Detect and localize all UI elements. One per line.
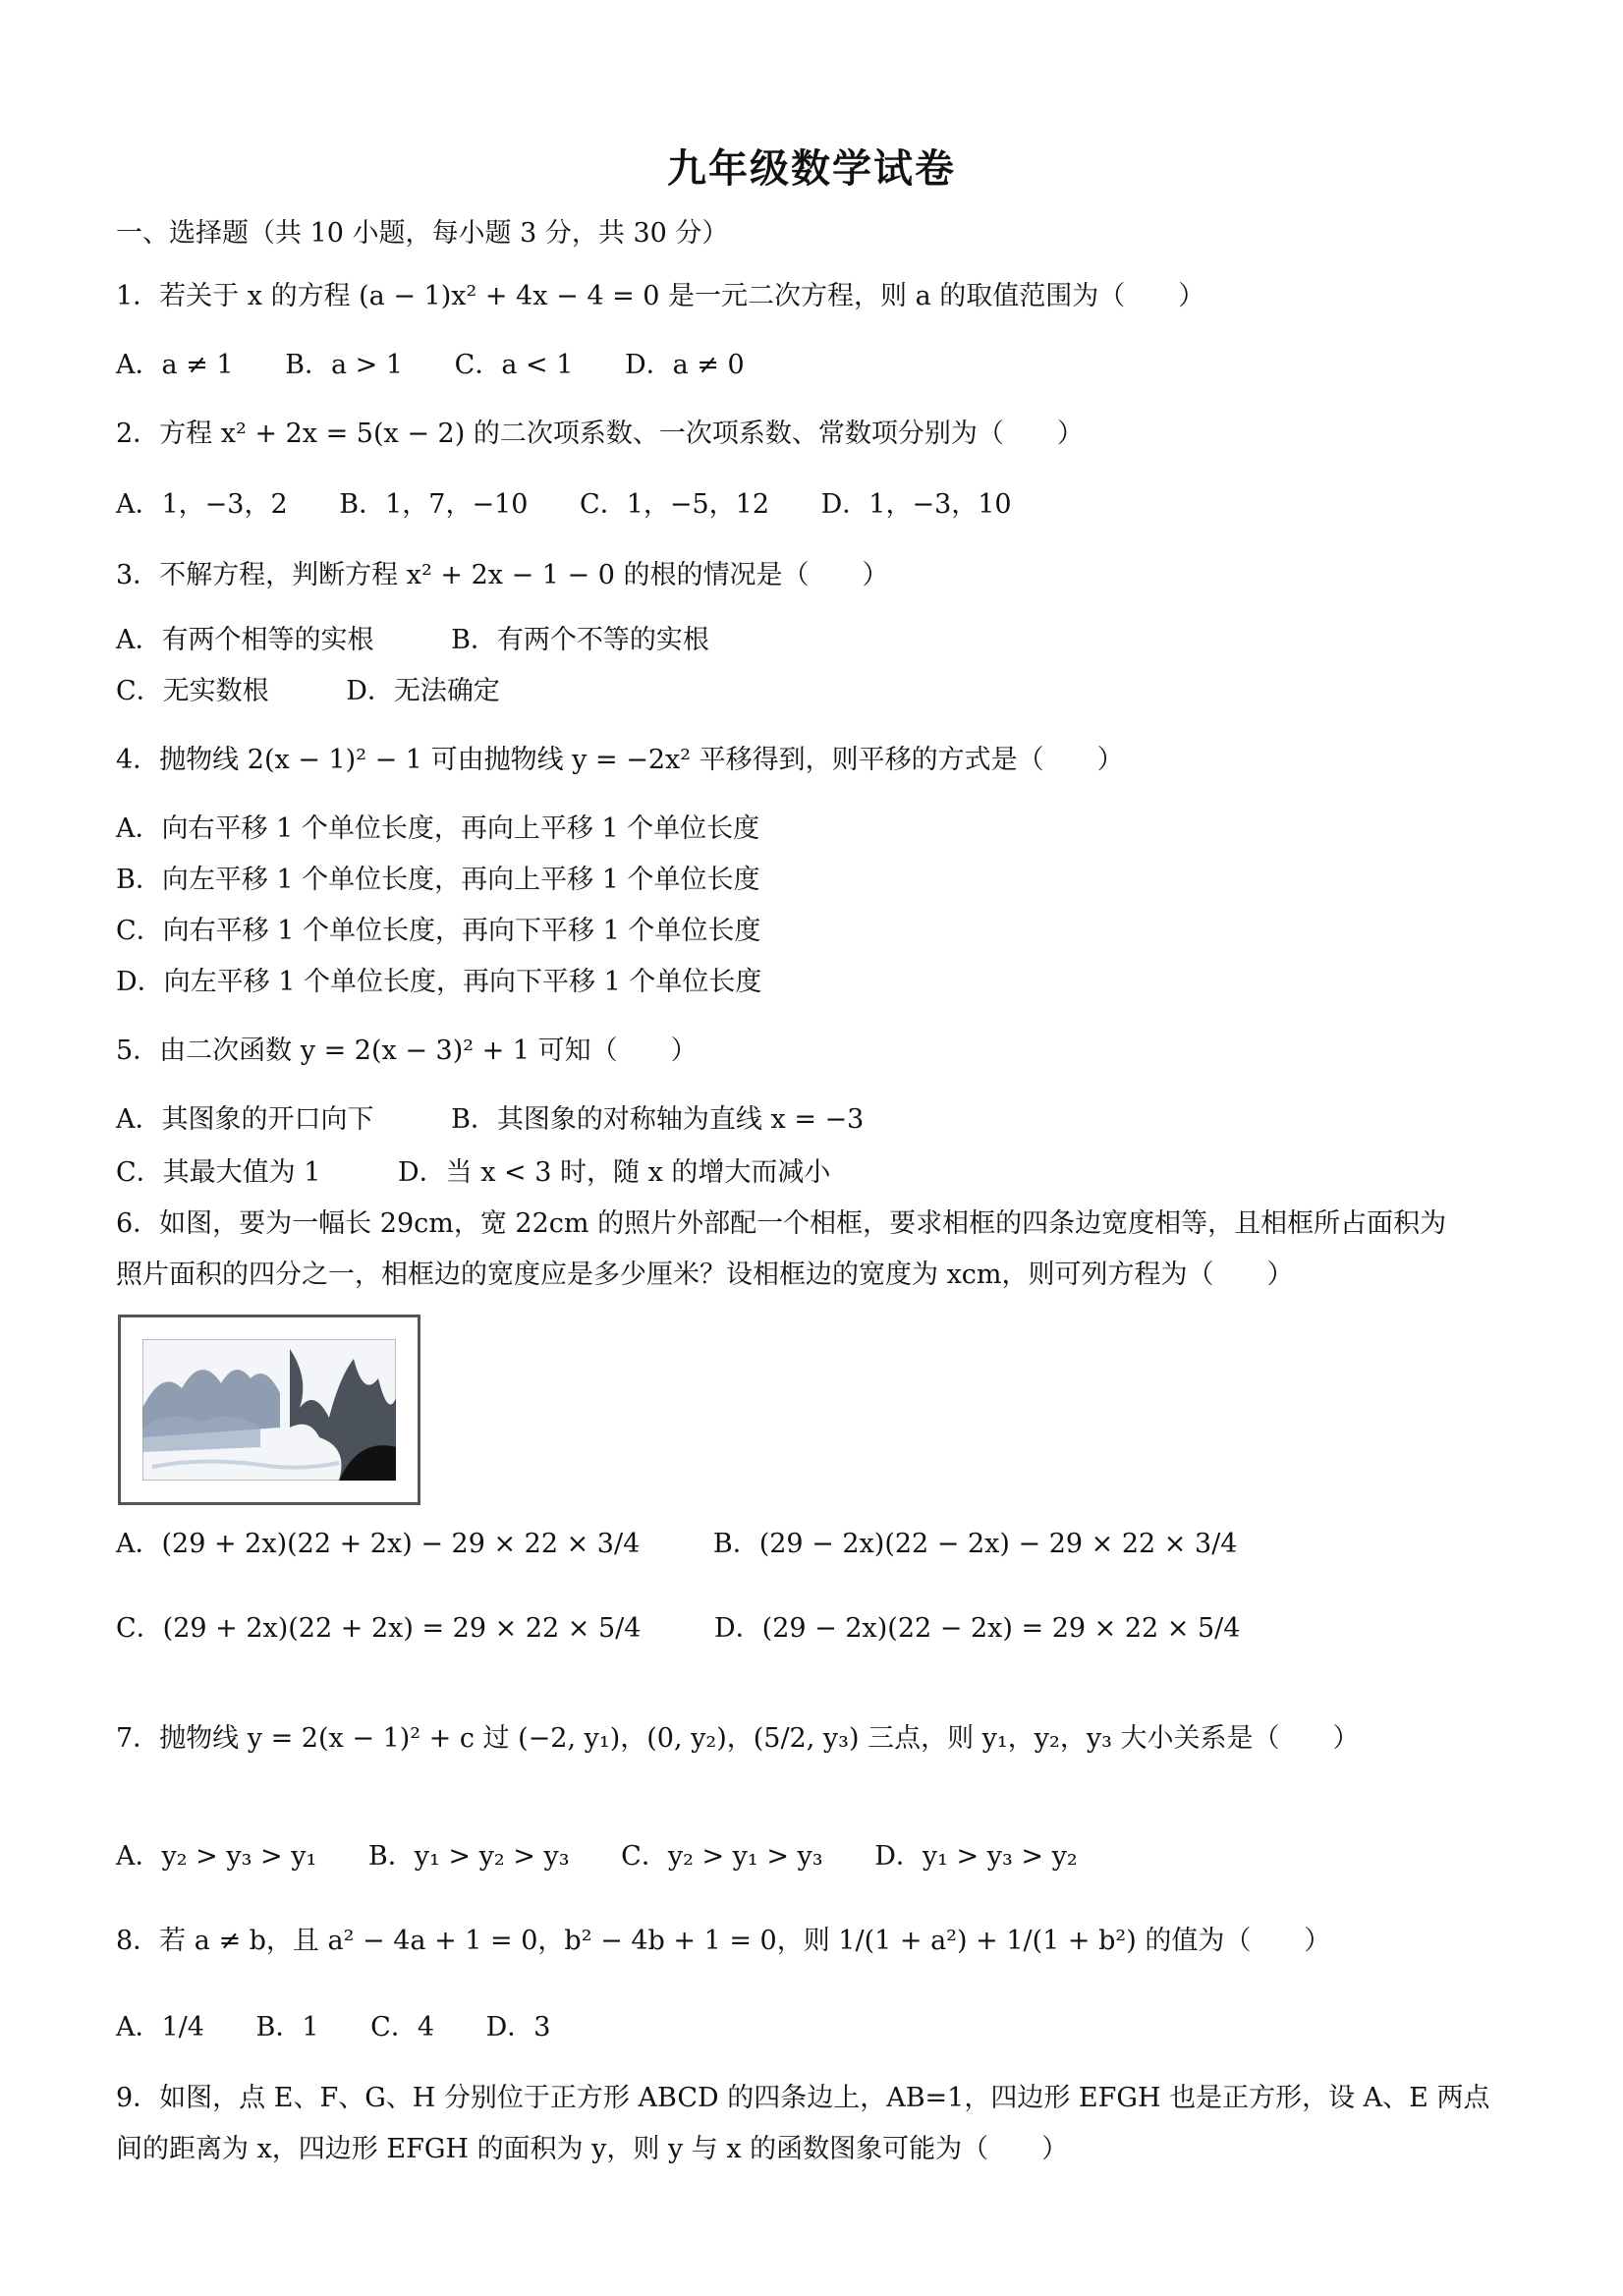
photo-frame-figure [118,1315,420,1505]
option-a: A．其图象的开口向下 [116,1104,374,1135]
option-a: A．有两个相等的实根 [116,625,374,655]
question-7-stem: 7．抛物线 y = 2(x − 1)² + c 过 (−2, y₁)，(0, y₂)，(5/2, y₃) 三点，则 y₁，y₂，y₃ 大小关系是（ ） [116,1723,1360,1754]
option-b: B．(29 − 2x)(22 − 2x) − 29 × 22 × 3/4 [712,1529,1238,1559]
option-c: C．其最大值为 1 [116,1157,321,1188]
option-a: A．1/4 [116,2012,204,2043]
option-d: D．无法确定 [346,676,500,706]
option-b: B．其图象的对称轴为直线 x = −3 [451,1104,865,1135]
option-b: B．1，7，−10 [339,489,529,520]
option-c: C．1，−5，12 [580,489,770,520]
question-9-stem-line1: 9．如图，点 E、F、G、H 分别位于正方形 ABCD 的四条边上，AB=1，四边形 EFGH 也是正方形，设 A、E 两点 [116,2083,1490,2113]
option-c: C．a < 1 [454,350,574,380]
question-3-options-row2 [116,676,543,707]
option-d: D．a ≠ 0 [624,350,745,380]
option-b: B．1 [255,2012,319,2043]
question-6-stem-line2: 照片面积的四分之一，相框边的宽度应是多少厘米？设相框边的宽度为 xcm，则可列方程为（ ） [116,1260,1294,1290]
option-d: D．y₁ > y₃ > y₂ [874,1841,1078,1872]
option-b: B．a > 1 [285,350,404,380]
option-a: A．y₂ > y₃ > y₁ [116,1841,317,1872]
question-1-options [116,350,788,381]
question-5-stem: 5．由二次函数 y = 2(x − 3)² + 1 可知（ ） [116,1036,698,1066]
option-a: A．a ≠ 1 [116,350,234,380]
landscape-painting-icon [142,1339,396,1481]
question-6-options-row2 [116,1613,1283,1645]
question-3-options-row1 [116,625,753,656]
question-8-stem: 8．若 a ≠ b，且 a² − 4a + 1 = 0，b² − 4b + 1 = 0，则 1/(1 + a²) + 1/(1 + b²) 的值为（ ） [116,1926,1331,1956]
question-9-stem-line2: 间的距离为 x，四边形 EFGH 的面积为 y，则 y 与 x 的函数图象可能为（ ） [116,2134,1069,2164]
option-a: A．向右平移 1 个单位长度，再向上平移 1 个单位长度 [116,813,760,844]
option-c: C．4 [370,2012,435,2043]
option-d: D．当 x < 3 时，随 x 的增大而减小 [398,1157,831,1188]
option-d: D．(29 − 2x)(22 − 2x) = 29 × 22 × 5/4 [714,1613,1241,1644]
question-5-options-row1 [116,1104,907,1136]
question-4-stem: 4．抛物线 2(x − 1)² − 1 可由抛物线 y = −2x² 平移得到，则平移的方式是（ ） [116,745,1124,775]
question-5-options-row2 [116,1157,873,1189]
option-d: D．3 [485,2012,551,2043]
question-7-options [116,1841,1121,1873]
question-8-options [116,2012,593,2044]
question-2-options [116,489,1055,521]
option-c: C．无实数根 [116,676,269,706]
option-c: C．(29 + 2x)(22 + 2x) = 29 × 22 × 5/4 [116,1613,642,1644]
option-b: B．向左平移 1 个单位长度，再向上平移 1 个单位长度 [116,865,760,895]
section-heading: 一、选择题（共 10 小题，每小题 3 分，共 30 分） [116,218,729,249]
option-a: A．(29 + 2x)(22 + 2x) − 29 × 22 × 3/4 [116,1529,641,1559]
option-d: D．向左平移 1 个单位长度，再向下平移 1 个单位长度 [116,967,762,997]
option-c: C．y₂ > y₁ > y₃ [621,1841,823,1872]
option-a: A．1，−3，2 [116,489,288,520]
question-3-stem: 3．不解方程，判断方程 x² + 2x − 1 − 0 的根的情况是（ ） [116,560,889,590]
question-6-stem-line1: 6．如图，要为一幅长 29cm，宽 22cm 的照片外部配一个相框，要求相框的四条边宽度相等，且相框所占面积为 [116,1208,1447,1239]
option-b: B．y₁ > y₂ > y₃ [367,1841,570,1872]
question-1-stem: 1．若关于 x 的方程 (a − 1)x² + 4x − 4 = 0 是一元二次方程，则 a 的取值范围为（ ） [116,281,1205,311]
question-6-options-row1 [116,1529,1280,1560]
option-c: C．向右平移 1 个单位长度，再向下平移 1 个单位长度 [116,916,761,946]
option-d: D．1，−3，10 [820,489,1012,520]
question-2-stem: 2．方程 x² + 2x = 5(x − 2) 的二次项系数、一次项系数、常数项分别为（ ） [116,419,1084,449]
option-b: B．有两个不等的实根 [451,625,709,655]
page-title: 九年级数学试卷 [667,145,956,192]
